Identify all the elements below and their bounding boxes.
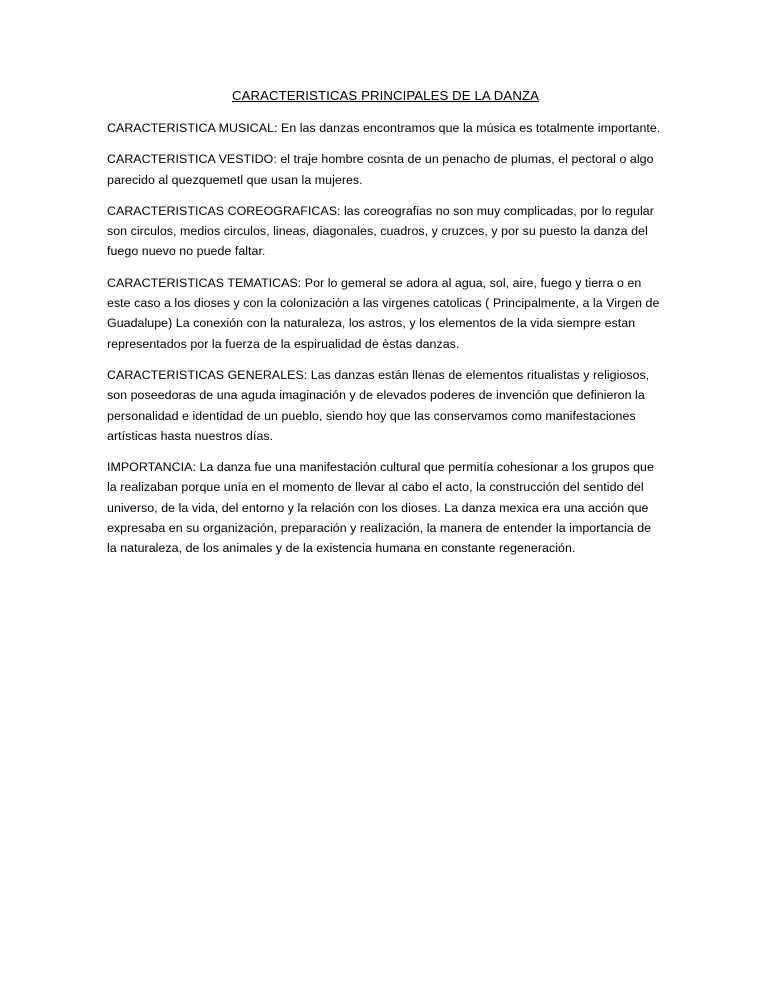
paragraph-generales: CARACTERISTICAS GENERALES: Las danzas están llenas de elementos ritualistas y religiosos, son poseedoras de una aguda imaginación y de elevados poderes de invención que definieron la personalidad e identidad de un pueblo, siendo hoy que las conservamos como manifestaciones artísticas hasta nuestros días. [107, 367, 650, 443]
paragraph-tematicas: CARACTERISTICAS TEMATICAS: Por lo gemeral se adora al agua, sol, aire, fuego y tierra o en este caso a los dioses y con la colonizaciòn a las virgenes catolicas ( Principalmente, a la Virgen de Guadalupe) La conexión con la naturaleza, los astros, y los elementos de la vida siempre estan representados por la fuerza de la espirualidad de èstas danzas. [107, 275, 660, 351]
paragraph-vestido: CARACTERISTICA VESTIDO: el traje hombre cosnta de un penacho de plumas, el pectoral o algo parecido al quezquemetl que usan la mujeres. [107, 152, 654, 187]
document-title: CARACTERISTICAS PRINCIPALES DE LA DANZA [231, 88, 540, 103]
paragraph-coreograficas: CARACTERISTICAS COREOGRAFICAS: las coreografias no son muy complicadas, por lo regular son circulos, medios circulos, lineas, diagonales, cuadros, y cruzces, y por su puesto la danza del fuego nuevo no puede faltar. [107, 203, 654, 259]
paragraph-importancia: IMPORTANCIA: La danza fue una manifestación cultural que permitía cohesionar a los grupos que la realizaban porque unía en el momento de llevar al cabo el acto, la construcción del sentido del universo, de la vida, del entorno y la relación con los dioses. La danza mexica era una acción que expresaba en su organización, preparación y realización, la manera de entender la importancia de la naturaleza, de los animales y de la existencia humana en constante regeneración. [107, 460, 654, 556]
paragraph-musical: CARACTERISTICA MUSICAL: En las danzas encontramos que la música es totalmente importante. [107, 121, 661, 135]
